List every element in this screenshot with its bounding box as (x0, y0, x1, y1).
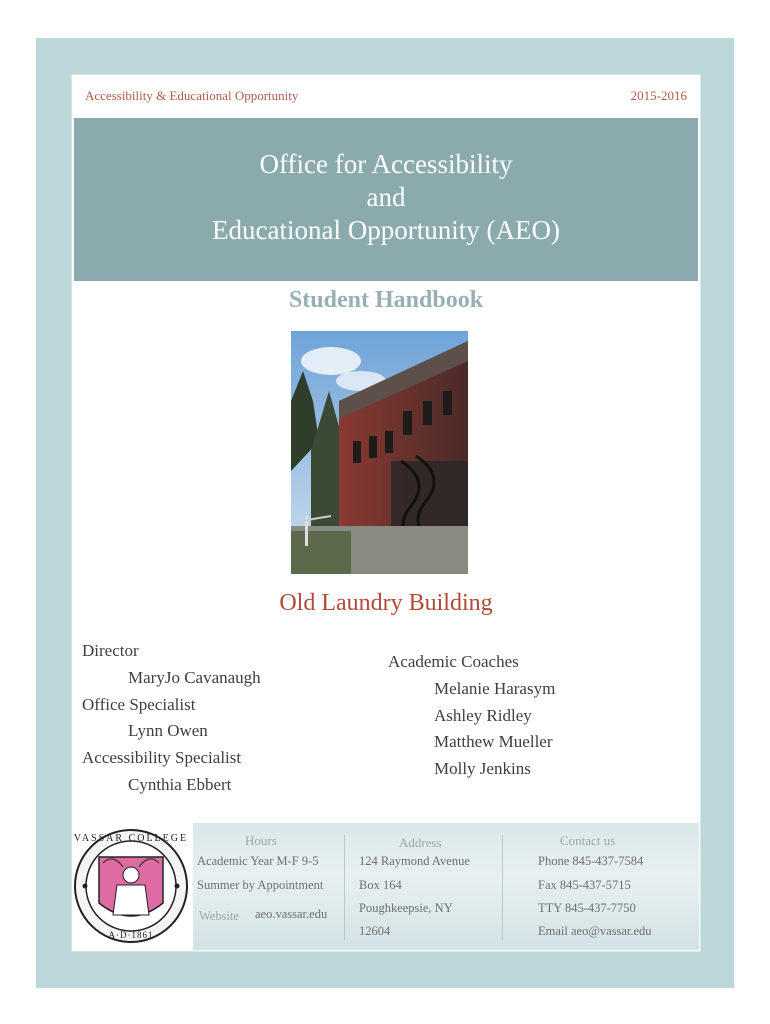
contact-column (538, 823, 688, 950)
address-box: Box 164 (359, 878, 402, 892)
staff-name: Melanie Harasym (434, 678, 556, 698)
footer-divider (502, 835, 503, 940)
college-seal (73, 823, 193, 950)
website-link[interactable]: aeo.vassar.edu (255, 907, 328, 921)
title-line-2: and (366, 182, 406, 212)
seal-bottom-text: A·D·1861 (108, 930, 154, 940)
header-year: 2015-2016 (630, 88, 687, 103)
staff-name: Lynn Owen (128, 721, 208, 741)
staff-name: MaryJo Cavanaugh (128, 667, 261, 687)
header-department: Accessibility & Educational Opportunity (85, 88, 299, 103)
handbook-cover (71, 74, 701, 952)
hours-heading: Hours (245, 833, 277, 848)
hours-academic: Academic Year M-F 9-5 (197, 854, 319, 868)
contact-fax: Fax 845-437-5715 (538, 878, 631, 892)
staff-list-right (388, 649, 555, 783)
subtitle: Student Handbook (288, 287, 484, 313)
address-zip: 12604 (359, 924, 391, 938)
address-street: 124 Raymond Avenue (359, 854, 470, 868)
photo-caption: Old Laundry Building (279, 590, 493, 616)
contact-phone: Phone 845-437-7584 (538, 854, 644, 868)
title-line-1: Office for Accessibility (259, 149, 513, 179)
staff-name: Cynthia Ebbert (128, 774, 232, 794)
staff-role: Accessibility Specialist (82, 748, 242, 768)
title-line-3: Educational Opportunity (AEO) (212, 215, 560, 245)
vassar-seal-icon (73, 823, 193, 950)
staff-role: Office Specialist (82, 694, 196, 714)
staff-role: Director (82, 641, 139, 660)
title-banner (74, 118, 698, 281)
hours-summer: Summer by Appointment (197, 878, 324, 892)
address-heading: Address (399, 835, 442, 850)
website-label: Website (199, 909, 239, 923)
contact-email[interactable]: Email aeo@vassar.edu (538, 924, 652, 938)
building-photo-illustration (291, 331, 468, 574)
hours-column (197, 823, 343, 950)
contact-tty: TTY 845-437-7750 (538, 901, 636, 915)
footer-info (73, 823, 699, 950)
address-city: Poughkeepsie, NY (359, 901, 453, 915)
building-photo (291, 331, 468, 574)
staff-name: Ashley Ridley (434, 705, 532, 725)
footer-divider (344, 835, 345, 940)
staff-role: Academic Coaches (388, 652, 519, 671)
address-column (359, 823, 499, 950)
seal-top-text: VASSAR COLLEGE (73, 833, 189, 844)
staff-name: Molly Jenkins (434, 759, 531, 779)
contact-heading: Contact us (560, 833, 616, 848)
staff-list-left (82, 638, 261, 799)
staff-name: Matthew Mueller (434, 732, 553, 752)
